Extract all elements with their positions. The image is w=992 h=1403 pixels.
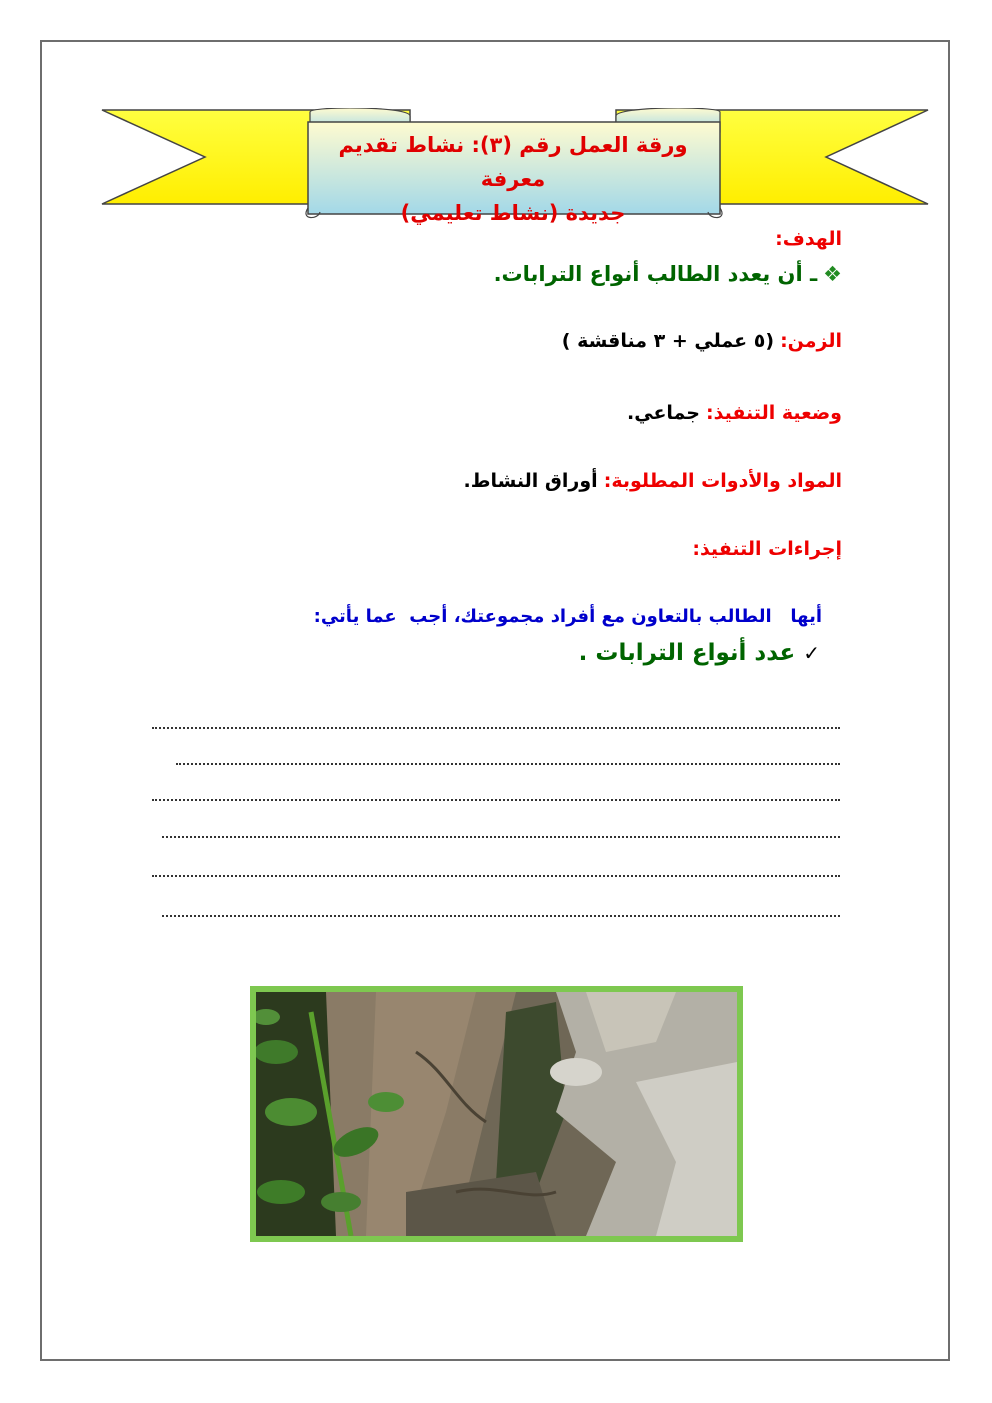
mode-row: [627, 402, 842, 424]
materials-label: المواد والأدوات المطلوبة:: [603, 470, 842, 492]
goal-text: ـ أن يعدد الطالب أنواع الترابات.: [493, 262, 818, 286]
materials-row: [464, 470, 843, 492]
task-item: [579, 640, 820, 666]
materials-value: أوراق النشاط.: [463, 470, 598, 492]
check-icon: ✓: [803, 641, 820, 665]
time-row: [562, 330, 842, 352]
task-text: عدد أنواع الترابات .: [578, 640, 796, 666]
answer-line[interactable]: [152, 797, 840, 801]
answer-line[interactable]: [162, 913, 840, 917]
mode-label: وضعية التنفيذ:: [706, 402, 842, 424]
title-line-1: ورقة العمل رقم (٣): نشاط تقديم معرفة: [338, 133, 688, 191]
answer-line[interactable]: [152, 725, 840, 729]
time-value: (٥ عملي + ٣ مناقشة ): [561, 330, 775, 352]
mode-value: جماعي.: [627, 402, 700, 424]
bark-illustration: [256, 992, 737, 1236]
goal-item: [494, 262, 842, 286]
title-line-2: جديدة (نشاط تعليمي): [400, 201, 626, 225]
instruction-text: أيها الطالب بالتعاون مع أفراد مجموعتك، أجب عما يأتي:: [313, 606, 822, 627]
answer-line[interactable]: [162, 834, 840, 838]
answer-line[interactable]: [176, 761, 840, 765]
worksheet-title: [310, 128, 716, 230]
procedures-heading: إجراءات التنفيذ:: [692, 538, 842, 560]
tree-bark-photo: [250, 986, 743, 1242]
goal-heading: الهدف:: [775, 228, 842, 250]
diamond-bullet-icon: ❖: [823, 262, 842, 286]
answer-line[interactable]: [152, 873, 840, 877]
time-label: الزمن:: [780, 330, 842, 352]
